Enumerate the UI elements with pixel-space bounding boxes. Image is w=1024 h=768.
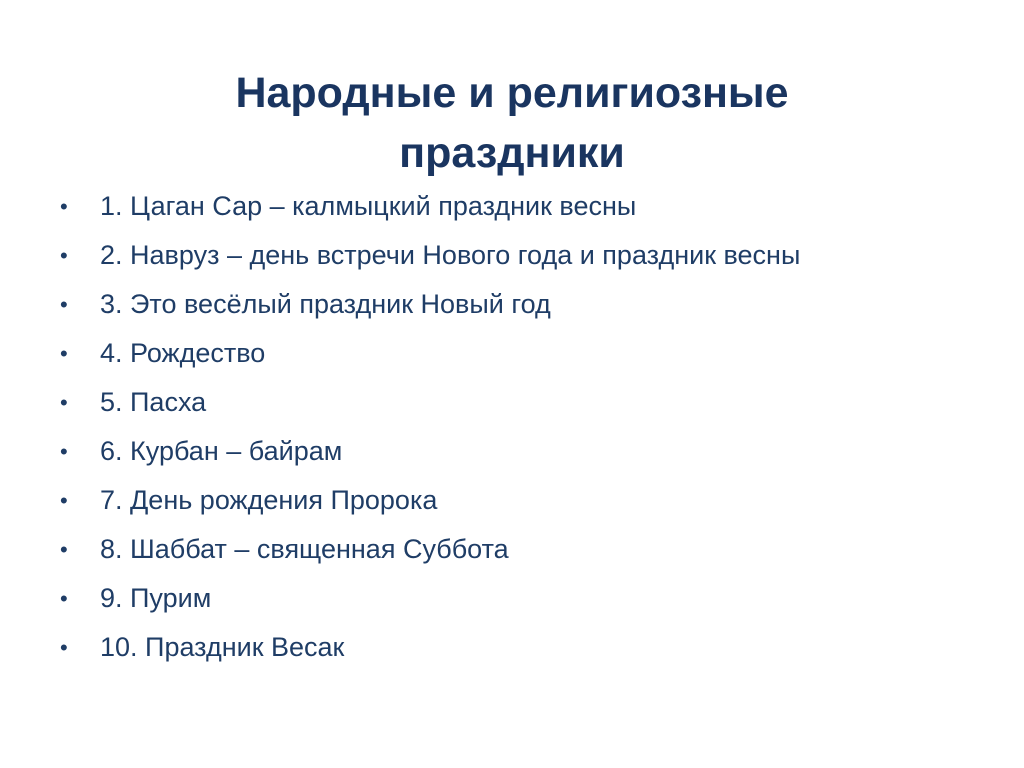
- bullet-icon: •: [60, 488, 68, 513]
- list-item-text: 6. Курбан – байрам: [100, 436, 343, 466]
- list-item-text: 4. Рождество: [100, 338, 266, 368]
- bullet-icon: •: [60, 586, 68, 611]
- bullet-icon: •: [60, 194, 68, 219]
- list-item-text: 10. Праздник Весак: [100, 632, 345, 662]
- bullet-icon: •: [60, 537, 68, 562]
- list-item-text: 3. Это весёлый праздник Новый год: [100, 289, 551, 319]
- slide-title-line-1: Народные и религиозные: [235, 68, 789, 117]
- slide-title-line-2: праздники: [399, 128, 625, 177]
- bullet-icon: •: [60, 341, 68, 366]
- list-item-text: 9. Пурим: [100, 583, 212, 613]
- list-item-text: 8. Шаббат – священная Суббота: [100, 534, 509, 564]
- bullet-icon: •: [60, 439, 68, 464]
- bullet-icon: •: [60, 635, 68, 660]
- list-item-text: 5. Пасха: [100, 387, 207, 417]
- slide-title: [80, 63, 944, 183]
- bullet-icon: •: [60, 292, 68, 317]
- list-item-text: 2. Навруз – день встречи Нового года и праздник весны: [100, 240, 801, 270]
- bullet-icon: •: [60, 243, 68, 268]
- list-item-text: 1. Цаган Сар – калмыцкий праздник весны: [100, 191, 637, 221]
- bullet-icon: •: [60, 390, 68, 415]
- list-item-text: 7. День рождения Пророка: [100, 485, 438, 515]
